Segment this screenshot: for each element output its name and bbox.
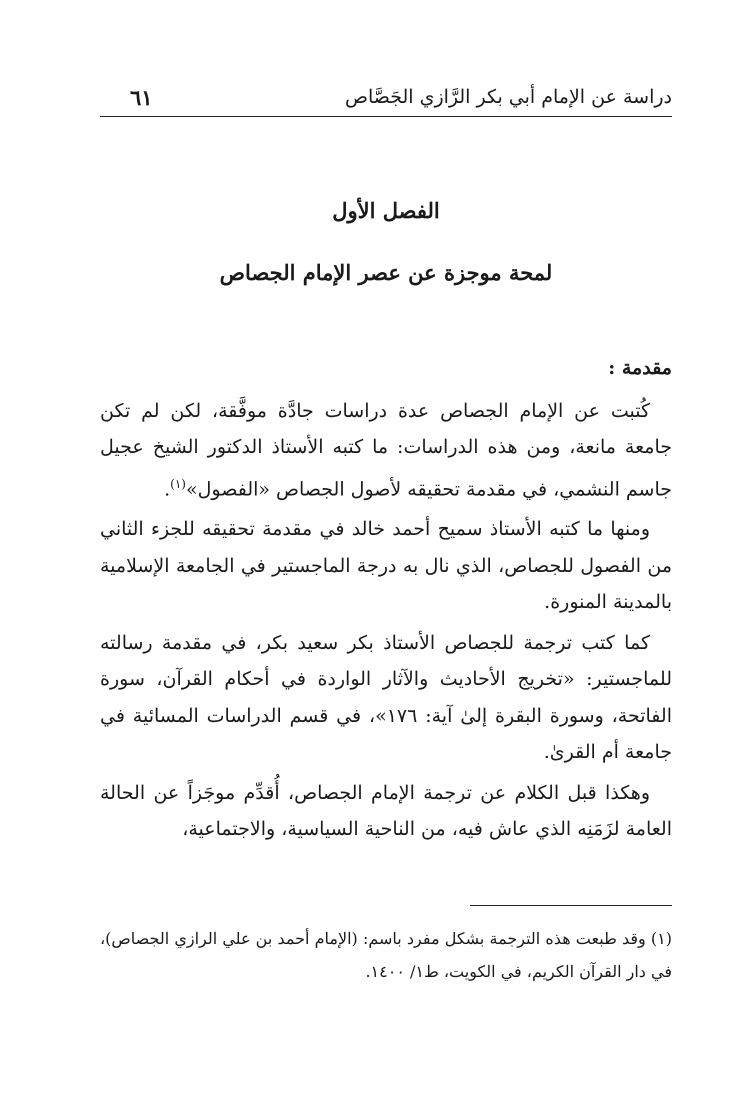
footnote: (١) وقد طبعت هذه الترجمة بشكل مفرد باسم: (الإمام أحمد بن علي الرازي الجصاص)، في دار القرآن الكريم، في الكويت، ط١/ ١٤٠٠.	[100, 929, 672, 981]
body-text	[100, 350, 672, 852]
section-heading: مقدمة :	[608, 357, 672, 379]
footnote-divider	[470, 905, 672, 906]
footnote-marker: (١)	[170, 476, 186, 491]
page-number: ٦١	[130, 84, 153, 110]
running-title: دراسة عن الإمام أبي بكر الرَّازي الجَصَّاص	[344, 86, 672, 108]
chapter-title: الفصل الأول	[332, 198, 440, 223]
running-header	[100, 78, 672, 117]
paragraph-text: كُتبت عن الإمام الجصاص عدة دراسات جادَّة موفَّقة، لكن لم تكن جامعة مانعة، ومن هذه الدراسات: ما كتبه الأستاذ الدكتور الشيخ عجيل جاسم النشمي، في مقدمة تحقيقه لأصول الجصاص «الفصول»	[100, 399, 672, 500]
paragraph-end: .	[164, 477, 171, 500]
chapter-subtitle: لمحة موجزة عن عصر الإمام الجصاص	[219, 260, 553, 285]
paragraph: وهكذا قبل الكلام عن ترجمة الإمام الجصاص، أُقدِّم موجَزاً عن الحالة العامة لزَمَنِه الذي عاش فيه، من الناحية السياسية، والاجتماعية،	[100, 781, 672, 841]
paragraph: كما كتب ترجمة للجصاص الأستاذ بكر سعيد بكر، في مقدمة رسالته للماجستير: «تخريج الأحاديث والآثار الواردة في أحكام القرآن، سورة الفاتحة، وسورة البقرة إلىٰ آية: ١٧٦»، في قسم الدراسات المسائية في جامعة أم القرىٰ.	[100, 631, 672, 764]
paragraph	[100, 393, 672, 508]
paragraph: ومنها ما كتبه الأستاذ سميح أحمد خالد في مقدمة تحقيقه للجزء الثاني من الفصول للجصاص، الذي نال به درجة الماجستير في الجامعة الإسلامية بالمدينة المنورة.	[100, 518, 672, 614]
